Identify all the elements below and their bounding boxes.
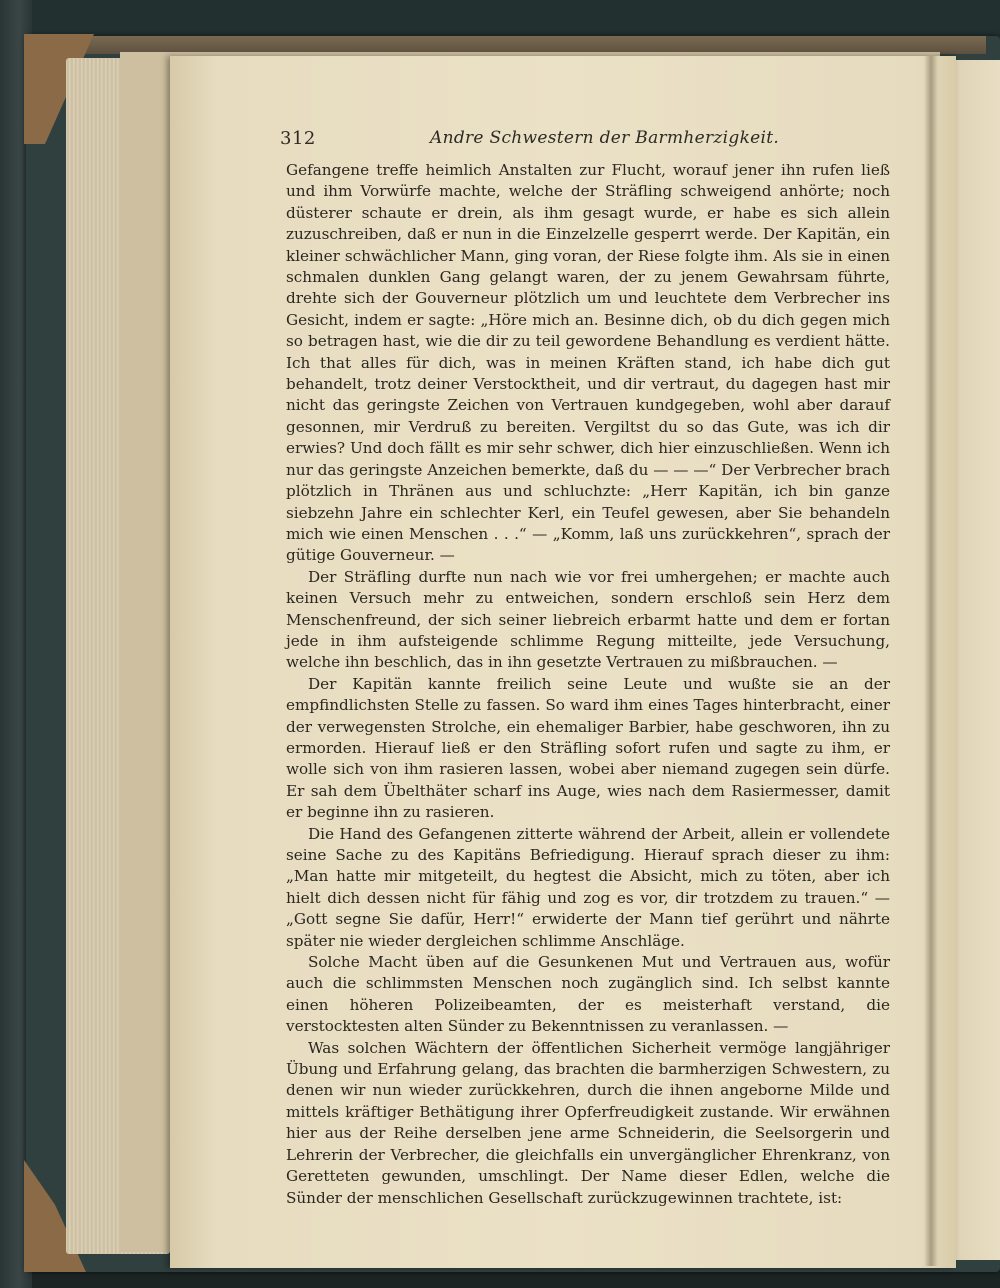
paragraph: Was solchen Wächtern der öffentlichen Sicherheit vermöge langjähriger Übung und Erfahrung gelang, das brachten die barmherzigen Schwestern, zu denen wir nun wieder zurückkehren, durch die ihnen angeborne Milde und mittels kräftiger Bethätigung ihrer Opferfreudigkeit zustande. Wir erwähnen hier aus der Reihe derselben jene arme Schneiderin, die Seelsorgerin und Lehrerin der Verbrecher, die gleichfalls ein unvergänglicher Ehrenkranz, von Geretteten gewunden, umschlingt. Der Name dieser Edlen, welche die Sünder der menschlichen Gesellschaft zurückzugewinnen trachtete, ist: [286, 1038, 890, 1207]
background-top [0, 0, 1000, 40]
paragraph: Die Hand des Gefangenen zitterte während der Arbeit, allein er vollendete seine Sache zu des Kapitäns Befriedigung. Hierauf sprach dieser zu ihm: „Man hatte mir mitgeteilt, du hegtest die Absicht, mich zu töten, aber ich hielt dich dessen nicht für fähig und zog es vor, dir trotzdem zu trauen.“ — „Gott segne Sie dafür, Herr!“ erwiderte der Mann tief gerührt und nährte später nie wieder dergleichen schlimme Anschläge. [286, 824, 890, 950]
running-head: Andre Schwestern der Barmherzigkeit. [430, 128, 780, 148]
page-header [280, 128, 910, 152]
page-gutter [924, 56, 938, 1266]
paragraph: Solche Macht üben auf die Gesunkenen Mut und Vertrauen aus, wofür auch die schlimmsten Menschen noch zugänglich sind. Ich selbst kannte einen höheren Polizeibeamten, der es meisterhaft verstand, die verstocktesten alten Sünder zu Bekenntnissen zu veranlassen. — [286, 953, 890, 1036]
body-text [286, 160, 890, 1209]
paragraph: Der Kapitän kannte freilich seine Leute und wußte sie an der empfindlichsten Stelle zu fassen. So ward ihm eines Tages hinterbracht, einer der verwegensten Strolche, ein ehemaliger Barbier, habe geschworen, ihn zu ermorden. Hierauf ließ er den Sträfling sofort rufen und sagte zu ihm, er wolle sich von ihm rasieren lassen, wobei aber niemand zugegen sein dürfe. Er sah dem Übelthäter scharf ins Auge, wies nach dem Rasiermesser, damit er beginne ihn zu rasieren. [286, 674, 890, 822]
page-number: 312 [280, 128, 316, 149]
paragraph: Gefangene treffe heimlich Anstalten zur Flucht, worauf jener ihn rufen ließ und ihm Vorwürfe machte, welche der Sträfling schweigend anhörte; noch düsterer schaute er drein, als ihm gesagt wurde, er habe es sich allein zuzuschreiben, daß er nun in die Einzelzelle gesperrt werde. Der Kapitän, ein kleiner schwächlicher Mann, ging voran, der Riese folgte ihm. Als sie in einen schmalen dunklen Gang gelangt waren, der zu jenem Gewahrsam führte, drehte sich der Gouverneur plötzlich um und leuchtete dem Verbrecher ins Gesicht, indem er sagte: „Höre mich an. Besinne dich, ob du dich gegen mich so betragen hast, wie die dir zu teil gewordene Behandlung es verdient hätte. Ich that alles für dich, was in meinen Kräften stand, ich habe dich gut behandelt, trotz deiner Verstocktheit, und dir vertraut, du dagegen hast mir nicht das geringste Zeichen von Vertrauen kundgegeben, wohl aber darauf gesonnen, mir Verdruß zu bereiten. Vergiltst du so das Gute, was ich dir erwies? Und doch fällt es mir sehr schwer, dich hier einzuschließen. Wenn ich nur das geringste Anzeichen bemerkte, daß du — — —“ Der Verbrecher brach plötzlich in Thränen aus und schluchzte: „Herr Kapitän, ich bin ganze siebzehn Jahre ein schlechter Kerl, ein Teufel gewesen, aber Sie behandeln mich wie einen Menschen . . .“ — „Komm, laß uns zurückkehren“, sprach der gütige Gouverneur. — [286, 161, 890, 565]
paragraph: Der Sträfling durfte nun nach wie vor frei umhergehen; er machte auch keinen Versuch mehr zu entweichen, sondern erschloß sein Herz dem Menschenfreund, der sich seiner liebreich erbarmt hatte und dem er fortan jede in ihm aufsteigende schlimme Regung mitteilte, jede Versuchung, welche ihn beschlich, das in ihn gesetzte Vertrauen zu mißbrauchen. — [286, 567, 890, 672]
